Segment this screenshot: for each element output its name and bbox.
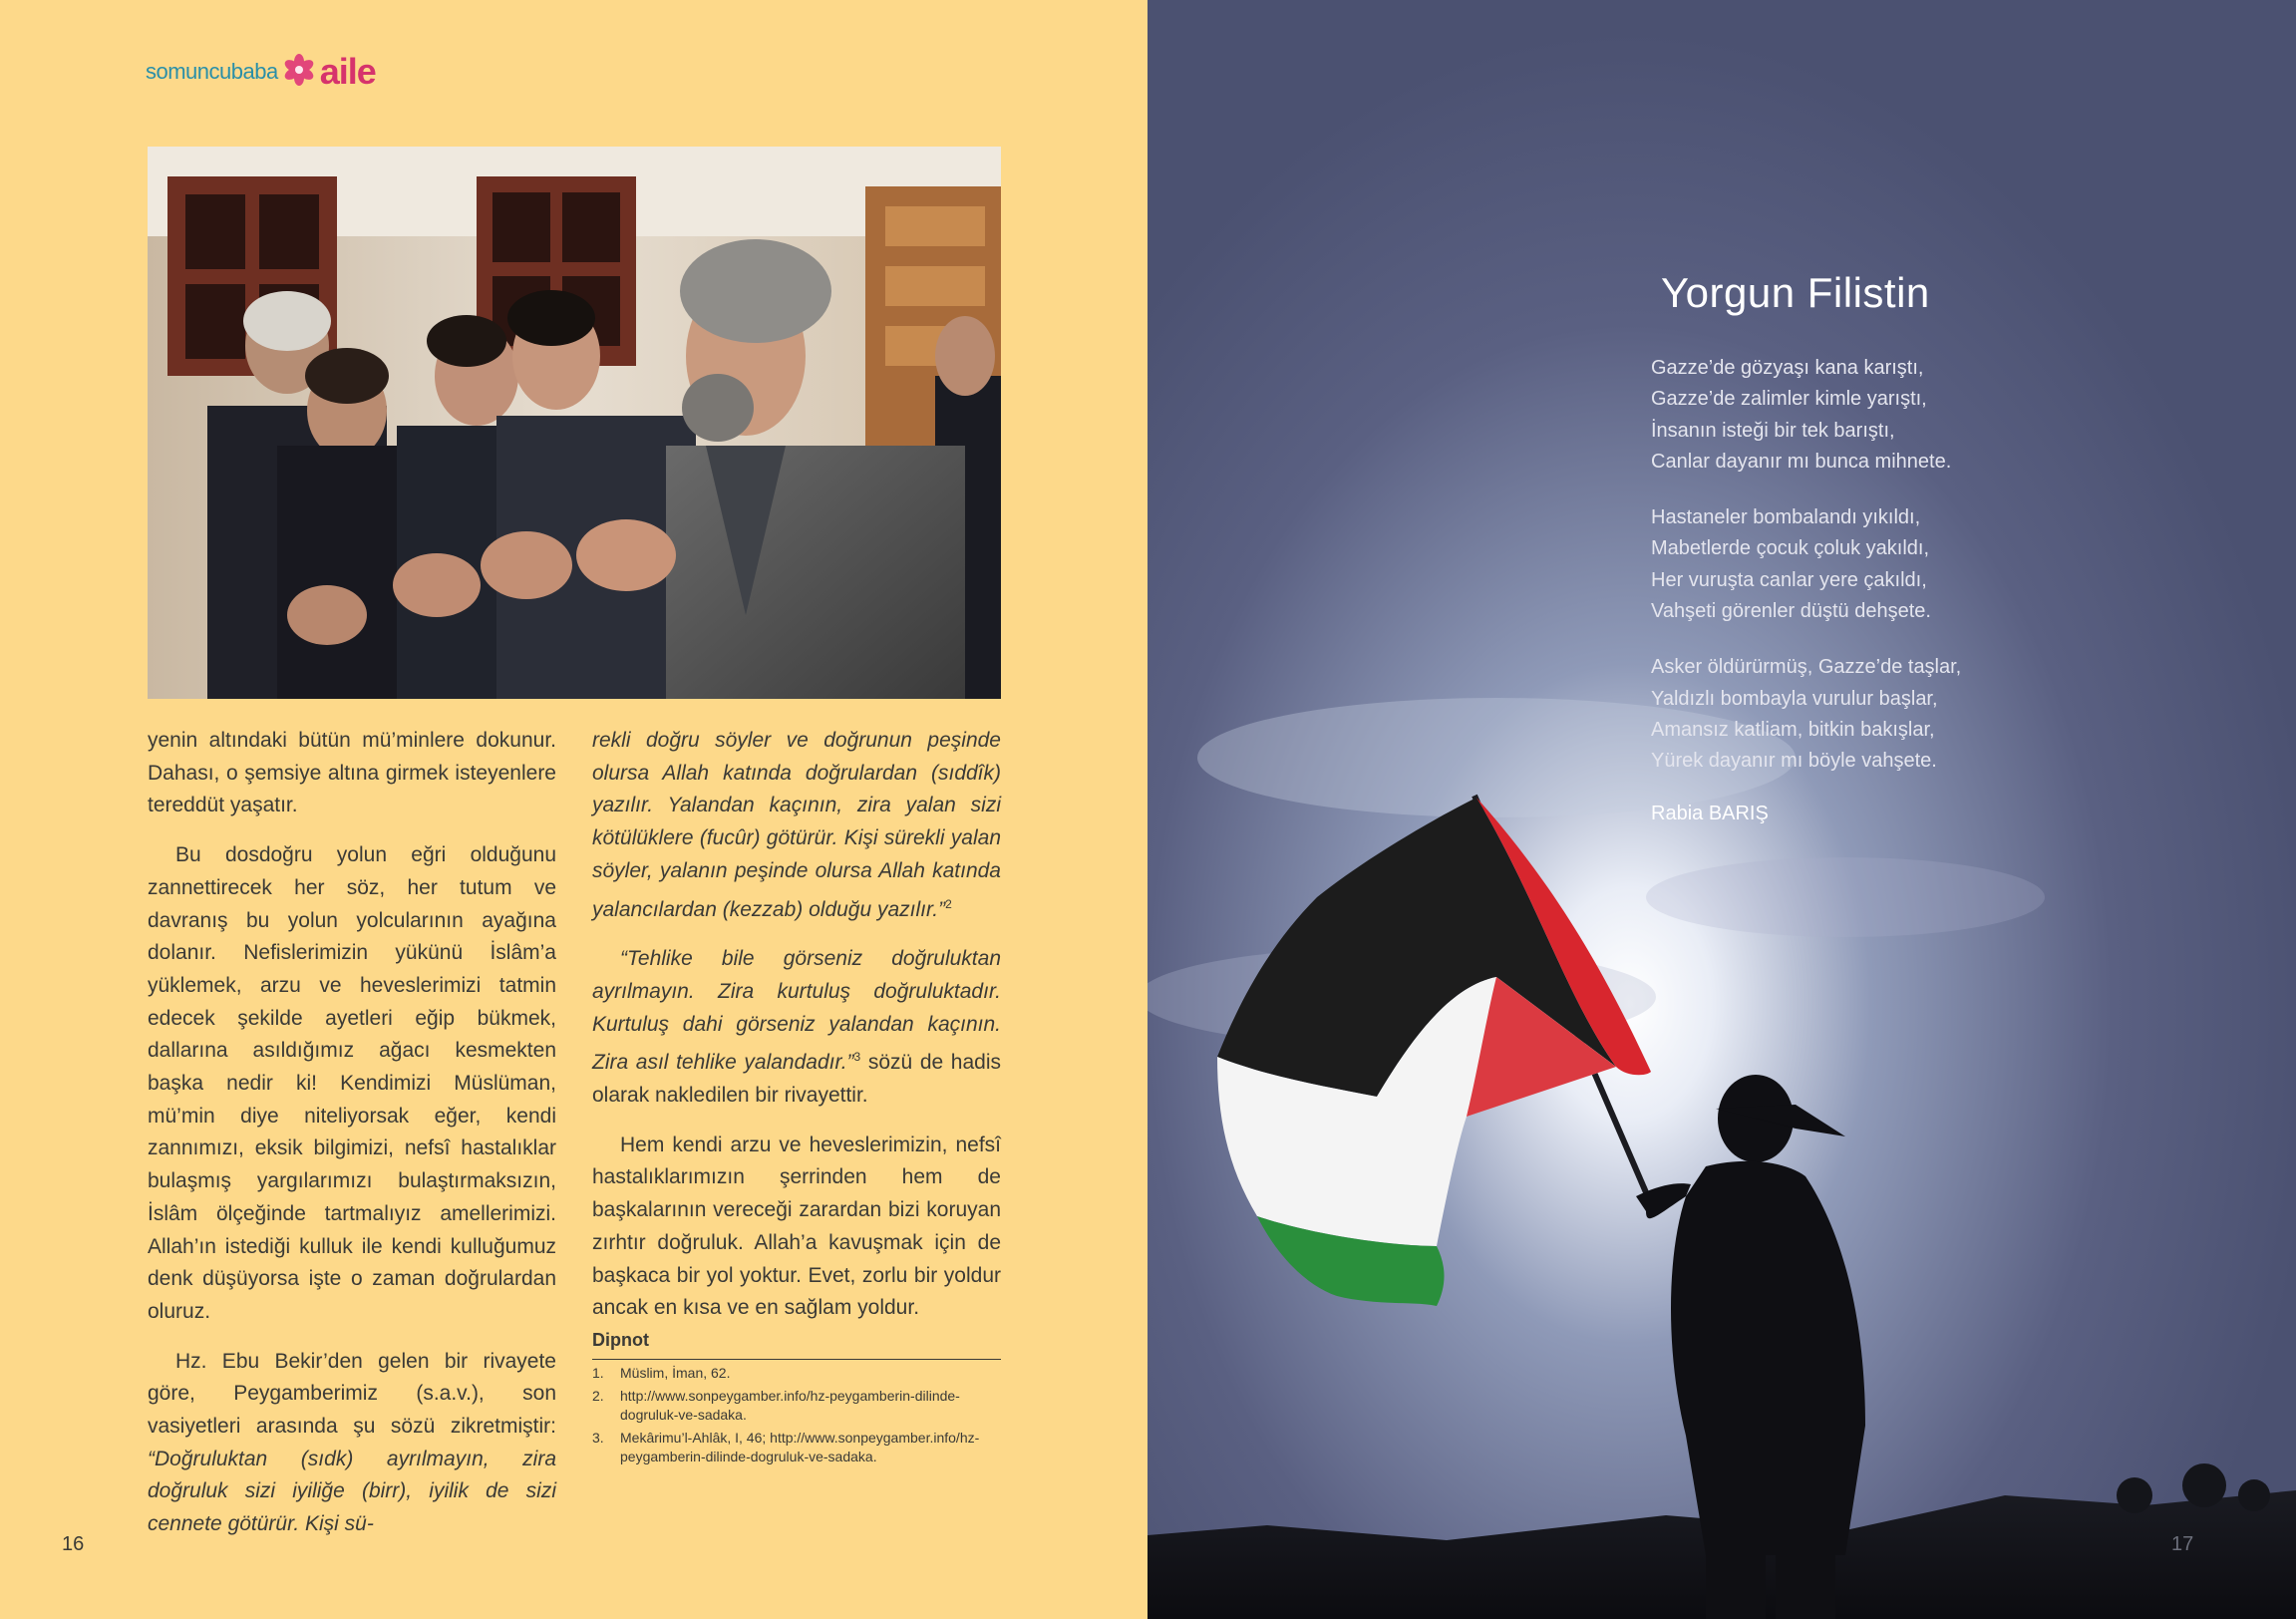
paragraph: Bu dosdoğru yolun eğri olduğunu zannettirecek her söz, her tutum ve davranış bu yolun yolcularının ayağına dolanır. Nefislerimizin yükünü İslâm’a yüklemek, arzu ve heveslerimizi tatmin edecek şekilde ayetleri eğip bükmek, dallarına asıldığımız ağacı kesmekten başka nedir ki! Kendimizi Müslüman, mü’min diye niteliyorsak eğer, kendi zannımızı, eksik bilgimizi, nefsî hastalıklar bulaşmış yargılarımızı bulaştırmaksızın, İslâm ölçeğinde tartmalıyız amellerimizi. Allah’ın istediği kulluk ile kendi kulluğumuz denk düşüyorsa işte o zaman doğrulardan oluruz.	[148, 843, 556, 1323]
poem-line: İnsanın isteği bir tek barıştı,	[1651, 419, 1895, 442]
poem-line: Mabetlerde çocuk çoluk yakıldı,	[1651, 537, 1930, 560]
poem-stanza	[1651, 652, 2149, 777]
footnote-number: 2.	[592, 1388, 604, 1404]
poem-stanza	[1651, 502, 2149, 627]
footnote-item	[592, 1364, 1001, 1383]
hadith-quote: “Doğruluktan (sıdk) ayrılmayın, zira doğruluk sizi iyiliğe (birr), iyilik de sizi cennete götürür. Kişi sü-	[148, 1447, 556, 1536]
poem-line: Gazze’de zalimler kimle yarıştı,	[1651, 388, 1927, 411]
footnote-text: http://www.sonpeygamber.info/hz-peygamberin-dilinde-dogruluk-ve-sadaka.	[620, 1388, 960, 1423]
right-page	[1148, 0, 2296, 1619]
poem-line: Her vuruşta canlar yere çakıldı,	[1651, 568, 1927, 591]
paragraph	[592, 943, 1001, 1113]
page-number-left: 16	[62, 1533, 85, 1555]
poem-line: Hastaneler bombalandı yıkıldı,	[1651, 506, 1921, 529]
poem-line: Asker öldürürmüş, Gazze’de taşlar,	[1651, 656, 1962, 679]
poem	[1651, 269, 2149, 825]
footnote-number: 1.	[592, 1365, 604, 1381]
poem-line: Amansız katliam, bitkin bakışlar,	[1651, 718, 1935, 741]
poem-author: Rabia BARIŞ	[1651, 802, 1769, 824]
poem-title: Yorgun Filistin	[1661, 269, 1930, 316]
poem-stanza	[1651, 353, 2149, 478]
hadith-quote: rekli doğru söyler ve doğrunun peşinde olursa Allah katında doğrulardan (sıddîk) yazılır. Yalandan kaçının, zira yalan sizi kötülüklere (fucûr) götürür. Kişi sürekli yalan söyler, yalanın peşinde olursa Allah katında yalancılardan (kezzab) olduğu yazılır.”	[592, 729, 1001, 921]
flower-icon	[282, 53, 316, 92]
article-column-2	[592, 725, 1001, 1342]
poem-line: Yaldızlı bombayla vurulur başlar,	[1651, 687, 1938, 710]
paragraph: Hem kendi arzu ve heveslerimizin, nefsî hastalıklarımızın şerrinden hem de başkalarının vereceği zarardan bizi koruyan zırhtır doğruluk. Allah’a kavuşmak için de başkaca bir yol yoktur. Evet, zorlu bir yoldur ancak en kısa ve en sağlam yoldur.	[592, 1133, 1001, 1320]
logo-text-somuncubaba: somuncubaba	[146, 59, 278, 84]
footnote-item	[592, 1387, 1001, 1425]
footnote-ref: 2	[945, 896, 952, 911]
paragraph	[148, 1346, 556, 1541]
poem-line: Vahşeti görenler düştü dehşete.	[1651, 600, 1931, 623]
poem-line: Canlar dayanır mı bunca mihnete.	[1651, 450, 1952, 473]
poem-line: Gazze’de gözyaşı kana karıştı,	[1651, 357, 1924, 379]
page-number-right: 17	[2171, 1533, 2194, 1555]
footnotes-title: Dipnot	[592, 1330, 1001, 1360]
magazine-logo	[146, 52, 376, 92]
paragraph	[592, 725, 1001, 926]
footnotes	[592, 1330, 1001, 1466]
paragraph: yenin altındaki bütün mü’minlere dokunur. Dahası, o şemsiye altına girmek isteyenlere tereddüt yaşatır.	[148, 729, 556, 817]
paragraph-text: Hz. Ebu Bekir’den gelen bir rivayete göre, Peygamberimiz (s.a.v.), son vasiyetleri arasında şu sözü zikretmiştir:	[148, 1349, 556, 1439]
footnote-text: Müslim, İman, 62.	[620, 1365, 731, 1381]
footnote-ref: 3	[853, 1050, 861, 1065]
poem-line: Yürek dayanır mı böyle vahşete.	[1651, 750, 1937, 773]
logo-text-aile: aile	[319, 51, 376, 92]
praying-men-photo	[148, 147, 1001, 699]
footnote-text: Mekârimu’l-Ahlâk, I, 46; http://www.sonpeygamber.info/hz-peygamberin-dilinde-dogruluk-ve-sadaka.	[620, 1430, 980, 1464]
article-column-1	[148, 725, 556, 1558]
footnote-item	[592, 1429, 1001, 1466]
paragraph-text: sözü de hadis olarak nakledilen bir rivayettir.	[592, 1051, 1001, 1108]
hadith-quote: “Tehlike bile görseniz doğruluktan ayrılmayın. Zira kurtuluş doğruluktadır. Kurtuluş dahi görseniz yalandan kaçının. Zira asıl tehlike yalandadır.”	[592, 947, 1001, 1075]
footnote-number: 3.	[592, 1430, 604, 1446]
